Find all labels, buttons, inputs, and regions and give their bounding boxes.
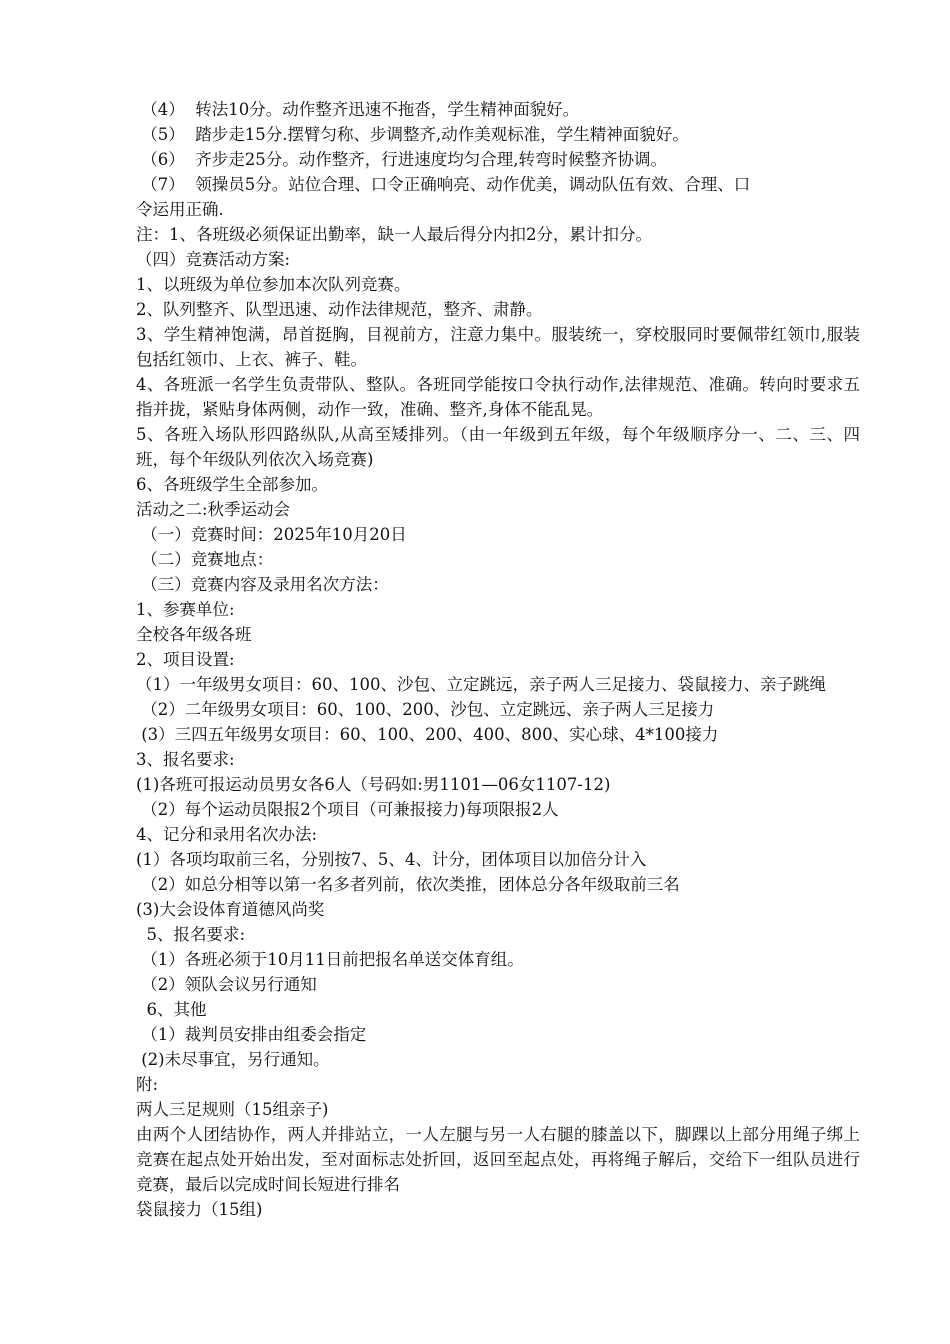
rule-item-7: （7） 领操员5分。站位合理、口令正确响亮、动作优美，调动队伍有效、合理、口: [136, 175, 751, 194]
signup2-rule-1: （1）各班必须于10月11日前把报名单送交体育组。: [136, 950, 524, 969]
events-grade-2: （2）二年级男女项目：60、100、200、沙包、立定跳远、亲子两人三足接力: [136, 700, 715, 719]
plan-item-2: 2、队列整齐、队型迅速、动作法律规范，整齐、肃静。: [136, 300, 543, 319]
scoring-rule-3: (3)大会设体育道德风尚奖: [136, 900, 325, 919]
events-grade-3-5: (3）三四五年级男女项目：60、100、200、400、800、实心球、4*100接力: [136, 725, 719, 744]
plan-item-3: 3、学生精神饱满，昂首挺胸，目视前方，注意力集中。服装统一，穿校服同时要佩带红领巾,服装包括红领巾、上衣、裤子、鞋。: [136, 325, 860, 369]
activity-2-heading: 活动之二:秋季运动会: [136, 500, 291, 519]
events-grade-1: （1）一年级男女项目：60、100、沙包、立定跳远，亲子两人三足接力、袋鼠接力、亲子跳绳: [136, 675, 826, 694]
plan-item-4: 4、各班派一名学生负责带队、整队。各班同学能按口令执行动作,法律规范、准确。转向时要求五指并拢，紧贴身体两侧，动作一致，准确、整齐,身体不能乱晃。: [136, 375, 860, 419]
signup-rule-2: （2）每个运动员限报2个项目（可兼报接力)每项限报2人: [136, 800, 559, 819]
signup-rule-1: (1)各班可报运动员男女各6人（号码如:男1101—06女1107-12): [136, 775, 611, 794]
scoring-rule-1: (1）各项均取前三名，分别按7、5、4、计分，团体项目以加倍分计入: [136, 850, 647, 869]
signup2-rule-2: （2）领队会议另行通知: [136, 975, 317, 994]
three-legged-title: 两人三足规则（15组亲子): [136, 1100, 329, 1119]
scoring-rule-2: （2）如总分相等以第一名多者列前，依次类推，团体总分各年级取前三名: [136, 875, 680, 894]
events-label: 2、项目设置:: [136, 650, 235, 669]
rule-item-5: （5） 踏步走15分.摆臂匀称、步调整齐,动作美观标准，学生精神面貌好。: [136, 125, 689, 144]
plan-item-1: 1、以班级为单位参加本次队列竞赛。: [136, 275, 411, 294]
other-rule-1: （1）裁判员安排由组委会指定: [136, 1025, 367, 1044]
other-rule-2: (2)未尽事宜，另行通知。: [136, 1050, 330, 1069]
plan-item-6: 6、各班级学生全部参加。: [136, 475, 328, 494]
kangaroo-relay-title: 袋鼠接力（15组): [136, 1200, 263, 1219]
three-legged-rules: 由两个人团结协作，两人并排站立，一人左腿与另一人右腿的膝盖以下，脚踝以上部分用绳子绑上 竞赛在起点处开始出发，至对面标志处折回，返回至起点处，再将绳子解后，交给下一组队员进行竞赛，最后以完成时间长短进行排名: [136, 1125, 860, 1194]
scoring-label: 4、记分和录用名次办法:: [136, 825, 318, 844]
section-4-heading: （四）竞赛活动方案:: [136, 250, 291, 269]
competition-time: （一）竞赛时间：2025年10月20日: [136, 525, 407, 544]
competition-content: （三）竞赛内容及录用名次方法：: [136, 575, 389, 594]
plan-item-5: 5、各班入场队形四路纵队,从高至矮排列。（由一年级到五年级，每个年级顺序分一、二、三、四班，每个年级队列依次入场竞赛): [136, 425, 860, 469]
participating-units-label: 1、参赛单位:: [136, 600, 235, 619]
participating-units-value: 全校各年级各班: [136, 625, 252, 644]
appendix-label: 附:: [136, 1075, 159, 1094]
document-body: [136, 97, 860, 1222]
rule-item-4: （4） 转法10分。动作整齐迅速不拖沓，学生精神面貌好。: [136, 100, 580, 119]
other-label: 6、其他: [136, 1000, 207, 1019]
attendance-note: 注：1、各班级必须保证出勤率，缺一人最后得分内扣2分，累计扣分。: [136, 225, 652, 244]
rule-item-7-continued: 令运用正确.: [136, 200, 224, 219]
signup-label: 3、报名要求:: [136, 750, 235, 769]
signup2-label: 5、报名要求:: [136, 925, 246, 944]
competition-place: （二）竞赛地点：: [136, 550, 274, 569]
rule-item-6: （6） 齐步走25分。动作整齐，行进速度均匀合理,转弯时候整齐协调。: [136, 150, 667, 169]
